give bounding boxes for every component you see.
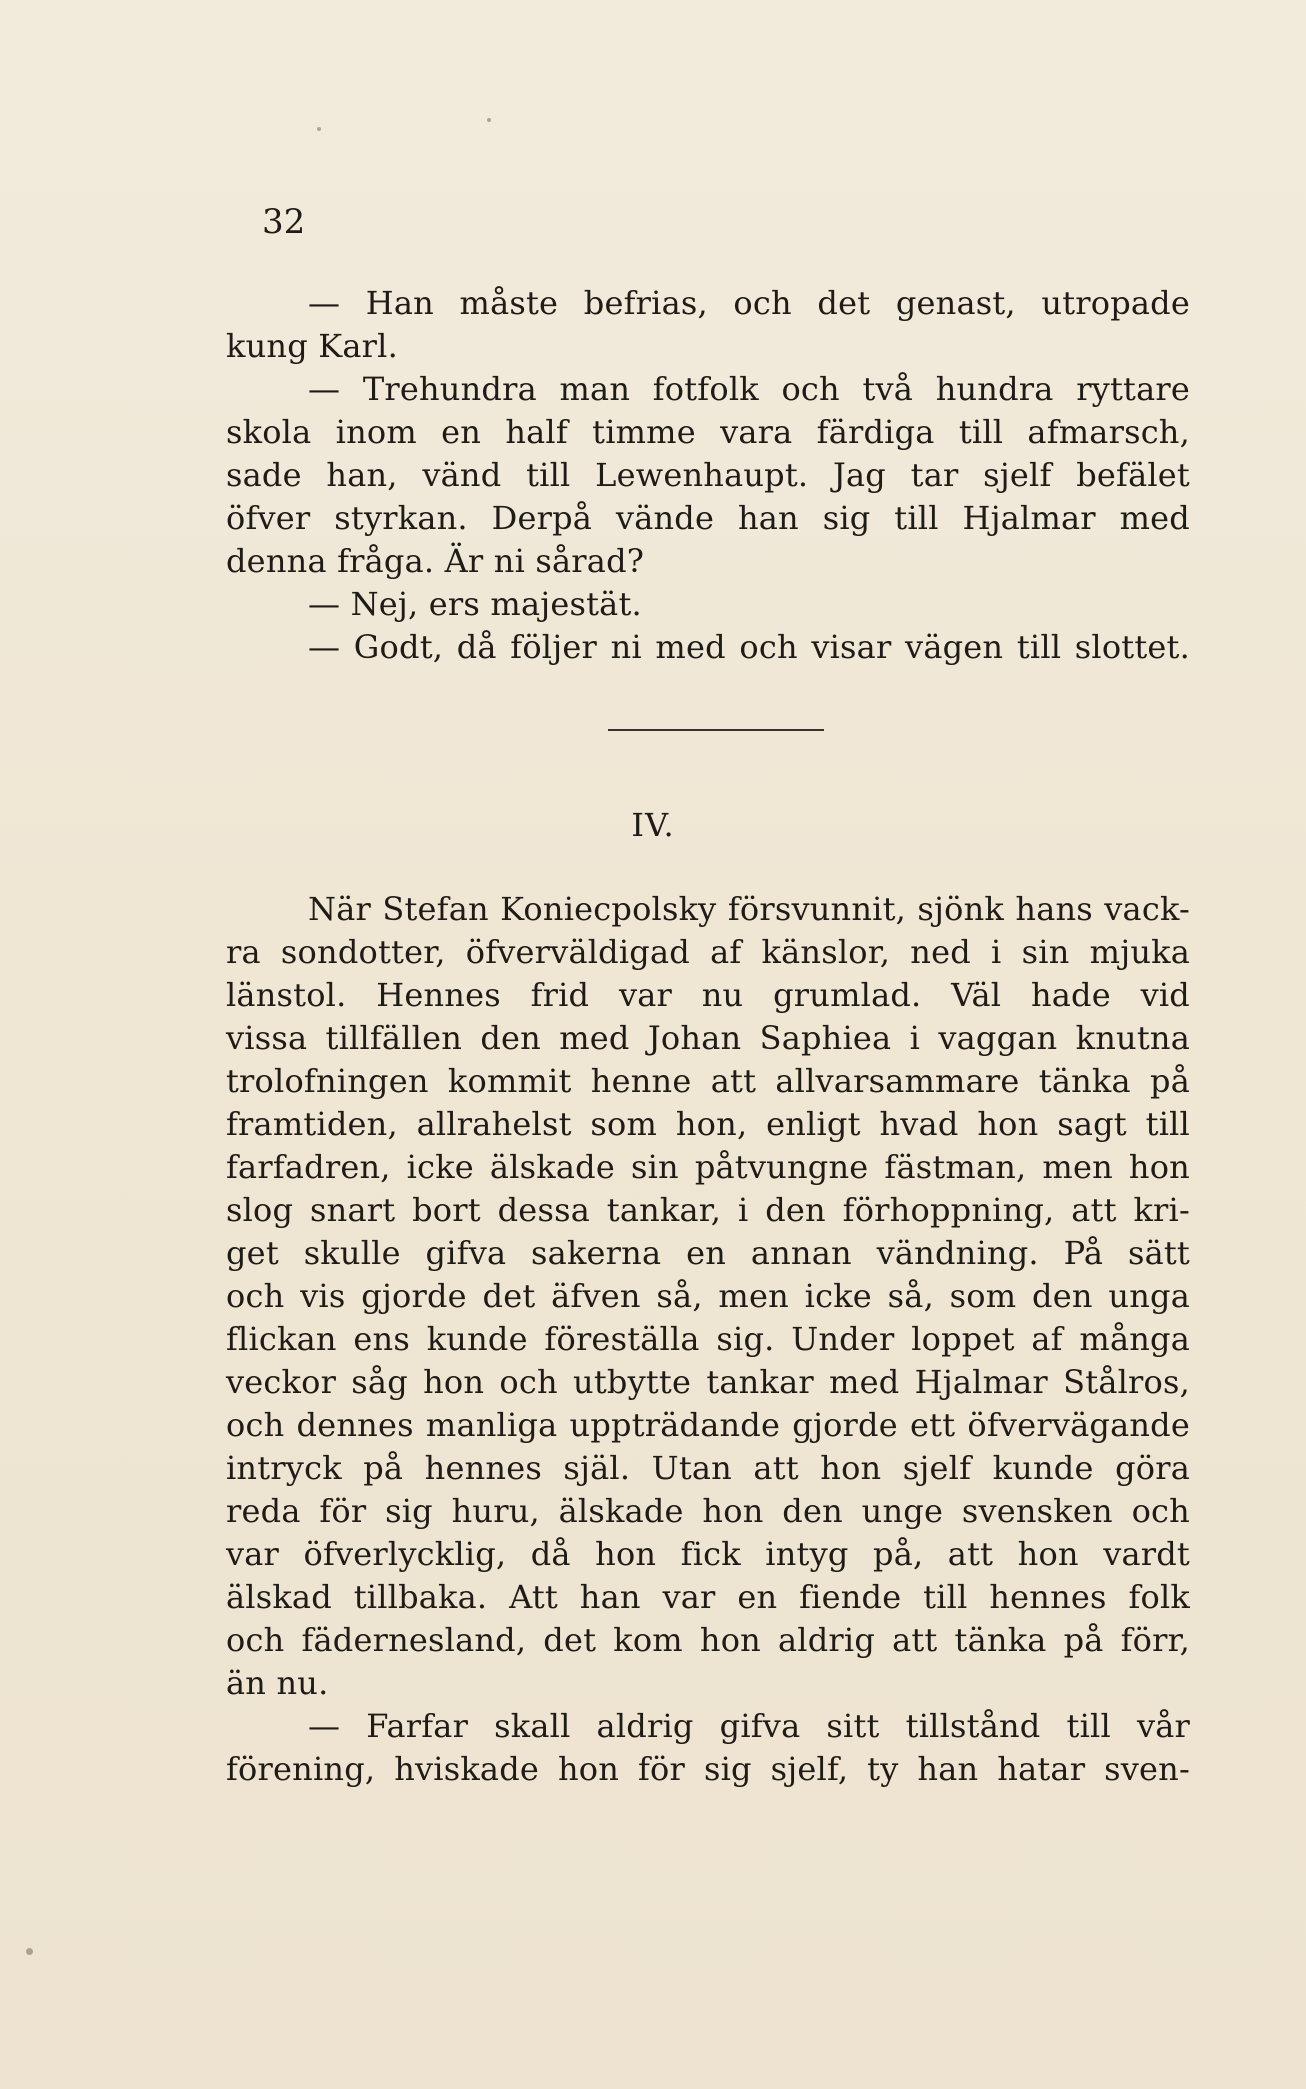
text-line: — Trehundra man fotfolk och två hundra ryttare [308,370,1190,408]
text-line: flickan ens kunde föreställa sig. Under loppet af många [226,1320,1190,1358]
text-line: öfver styrkan. Derpå vände han sig till Hjalmar med [226,499,1190,537]
text-line: framtiden, allrahelst som hon, enligt hvad hon sagt till [226,1105,1190,1143]
ink-speck [317,127,321,131]
text-line: förening, hviskade hon för sig sjelf, ty han hatar sven- [226,1750,1190,1788]
text-line: var öfverlycklig, då hon fick intyg på, att hon vardt [226,1535,1190,1573]
ink-speck [487,118,491,122]
text-line: sade han, vänd till Lewenhaupt. Jag tar sjelf befälet [226,456,1190,494]
text-line: skola inom en half timme vara färdiga till afmarsch, [226,413,1190,451]
text-line: get skulle gifva sakerna en annan vändning. På sätt [226,1234,1190,1272]
text-line: veckor såg hon och utbytte tankar med Hjalmar Stålros, [226,1363,1190,1401]
text-line: trolofningen kommit henne att allvarsammare tänka på [226,1062,1190,1100]
text-line: och fädernesland, det kom hon aldrig att tänka på förr, [226,1621,1190,1659]
text-block-dialogue [226,282,1190,669]
text-line: — Godt, då följer ni med och visar vägen till slottet. [308,628,1190,666]
text-line: — Farfar skall aldrig gifva sitt tillstånd till vår [308,1707,1190,1745]
text-line: och vis gjorde det äfven så, men icke så, som den unga [226,1277,1190,1315]
text-line: denna fråga. Är ni sårad? [226,542,645,580]
text-line: vissa tillfällen den med Johan Saphiea i vaggan knutna [226,1019,1190,1057]
page-number: 32 [262,202,306,242]
text-line: länstol. Hennes frid var nu grumlad. Väl hade vid [226,976,1190,1014]
section-heading: IV. [631,806,675,844]
text-line: slog snart bort dessa tankar, i den förhoppning, att kri- [226,1191,1190,1229]
text-line: intryck på hennes själ. Utan att hon sjelf kunde göra [226,1449,1190,1487]
text-line: — Nej, ers majestät. [308,585,642,623]
text-line: farfadren, icke älskade sin påtvungne fästman, men hon [226,1148,1190,1186]
text-line: reda för sig huru, älskade hon den unge svensken och [226,1492,1190,1530]
text-line: och dennes manliga uppträdande gjorde ett öfvervägande [226,1406,1190,1444]
section-divider [608,729,824,731]
text-line: kung Karl. [226,327,398,365]
text-block-chapter [226,888,1190,1791]
text-line: ra sondotter, öfverväldigad af känslor, ned i sin mjuka [226,933,1190,971]
text-line: När Stefan Koniecpolsky försvunnit, sjönk hans vack- [308,890,1190,928]
text-line: älskad tillbaka. Att han var en fiende till hennes folk [226,1578,1190,1616]
text-line: än nu. [226,1664,329,1702]
ink-speck [26,1948,33,1955]
text-line: — Han måste befrias, och det genast, utropade [308,284,1190,322]
